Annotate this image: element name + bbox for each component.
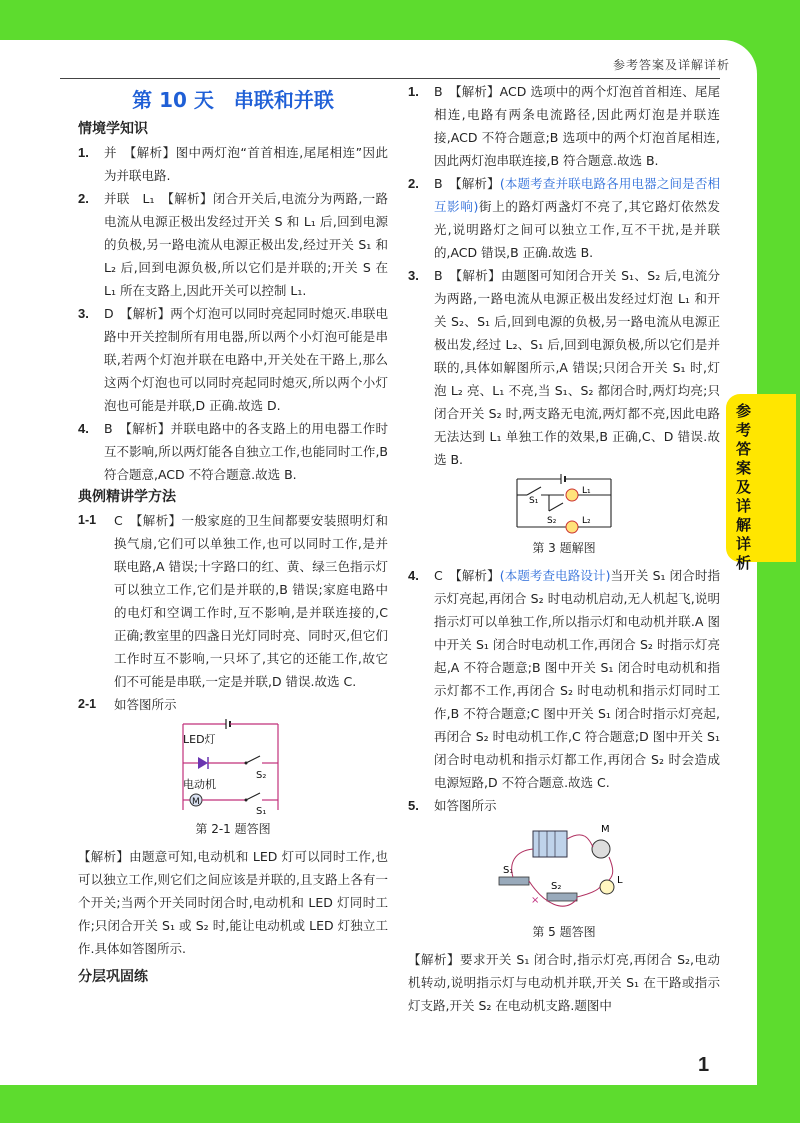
right-column (408, 80, 720, 1017)
topic-note: (本题考查并联电路各用电器之间是否相互影响) (434, 176, 720, 214)
led-icon (198, 757, 208, 769)
lamp-icon (566, 489, 578, 501)
switch-icon (527, 487, 541, 495)
question-number: 2. (78, 191, 89, 206)
question-number: 2. (408, 176, 419, 191)
switch-label: S₂ (547, 516, 557, 526)
motor-icon (592, 840, 610, 858)
cross-mark: × (531, 895, 540, 906)
motor-label: M (601, 824, 610, 835)
switch-label: S₁ (256, 806, 267, 816)
answer-text: 街上的路灯两盏灯不亮了,其它路灯依然发光,说明路灯之间可以独立工作,互不干扰,是并联的,ACD 错误,B 正确.故选 B. (434, 199, 720, 260)
left-column (78, 84, 388, 989)
section-heading: 分层巩固练 (78, 969, 148, 985)
answer-text: C 【解析】一般家庭的卫生间都要安装照明灯和换气扇,它们可以单独工作,也可以同时工作,是并联电路,A 错误;十字路口的红、黄、绿三色指示灯可以独立工作,它们是并联的,B 错误;家庭电路中的电灯和空调工作时,互不影响,是并联连接的,C 正确;教室里的四盏日光灯同时亮、同时灭,但它们工作时互不影响,一只坏了,其它的还能工作,故它们不可能是串联,一定是并联,D 错误.故选 C. (114, 513, 388, 689)
section-heading: 典例精讲学方法 (78, 489, 176, 505)
answer-text: 并联 L₁ 【解析】闭合开关后,电流分为两路,一路电流从电源正极出发经过开关 S 和 L₁ 后,回到电源的负极,另一路电流从电源正极出发,经过开关 S₁ 和 L₂ 后,回到电源负极,所以它们是并联的;开关 S 在 L₁ 所在支路上,因此开关可以控制 L₁. (104, 191, 388, 298)
answer-4 (408, 564, 720, 794)
question-number: 3. (408, 268, 419, 283)
question-number: 1. (408, 84, 419, 99)
analysis-text: 【解析】由题意可知,电动机和 LED 灯可以同时工作,也可以独立工作,则它们之间应该是并联的,且支路上各有一个开关;当两个开关同时闭合时,电动机和 LED 灯同时工作;只闭合开关 S₁ 或 S₂ 时,能让电动机或 LED 灯独立工作.具体如答图所示. (78, 849, 388, 956)
lamp-label: L₂ (582, 516, 591, 526)
switch-label: S₂ (551, 881, 562, 892)
answer-text: B 【解析】并联电路中的各支路上的用电器工作时互不影响,所以两灯能各自独立工作,也能同时工作,B 符合题意,ACD 不符合题意.故选 B. (104, 421, 388, 482)
answer-prefix: B 【解析】 (434, 176, 500, 191)
figure-5 (408, 819, 720, 919)
answer-2 (408, 172, 720, 264)
question-4 (78, 417, 388, 486)
question-number: 4. (78, 421, 89, 436)
header-rule (60, 78, 720, 79)
topic-note: (本题考查电路设计) (499, 568, 611, 583)
answer-5 (408, 794, 720, 817)
question-number: 2-1 (78, 697, 97, 711)
figure-caption: 第 3 题解图 (532, 541, 596, 555)
figure-caption: 第 2-1 题答图 (195, 822, 271, 836)
side-tab-label: 参考答案及详解详析 (736, 402, 752, 572)
lamp-label: L (617, 875, 623, 886)
answer-text: 如答图所示 (114, 697, 177, 712)
running-header: 参考答案及详解详析 (612, 58, 730, 72)
answer-3 (408, 264, 720, 471)
switch-icon (499, 877, 529, 885)
battery-icon (533, 831, 567, 857)
switch-icon (549, 503, 563, 511)
switch-label: S₂ (256, 770, 267, 781)
lamp-label: L₁ (582, 486, 591, 496)
question-number: 4. (408, 568, 419, 583)
answer-prefix: C 【解析】 (434, 568, 500, 583)
switch-label: S₁ (503, 865, 514, 876)
question-1-1 (78, 509, 388, 693)
figure-2-1 (78, 718, 388, 816)
switch-icon (547, 893, 577, 901)
question-number: 3. (78, 306, 89, 321)
question-number: 1. (78, 145, 89, 160)
lamp-icon (566, 521, 578, 533)
page-title: 第 10 天 串联和并联 (132, 88, 334, 112)
switch-label: S₁ (529, 496, 539, 506)
figure-3 (408, 473, 720, 535)
page-number: 1 (698, 1054, 710, 1076)
led-label: LED灯 (183, 733, 216, 746)
answer-text: 当开关 S₁ 闭合时指示灯亮起,再闭合 S₂ 时电动机启动,无人机起飞,说明指示灯可以单独工作,所以指示灯和电动机并联.A 图中开关 S₁ 闭合时电动机工作,再闭合 S₂ 时指示灯亮起,A 不符合题意;B 图中开关 S₁ 闭合时电动机和指示灯都不工作,再闭合 S₂ 时电动机和指示灯同时工作,B 不符合题意;C 图中开关 S₁ 闭合时指示灯亮起,再闭合 S₂ 时电动机工作,C 符合题意;D 图中开关 S₁ 闭合时电动机和指示灯都工作,再闭合 S₂ 时会造成电源短路,D 不符合题意.故选 C. (434, 568, 720, 790)
answer-text: B 【解析】ACD 选项中的两个灯泡首首相连、尾尾相连,电路有两条电流路径,因此两灯泡是并联连接,ACD 不符合题意;B 选项中的两个灯泡首尾相连,因此两灯泡串联连接,B 符合题意.故选 B. (434, 84, 720, 168)
switch-icon (246, 793, 260, 800)
question-3 (78, 302, 388, 417)
answer-text: 并 【解析】图中两灯泡“首首相连,尾尾相连”因此为并联电路. (104, 145, 388, 183)
answer-1 (408, 80, 720, 172)
question-number: 1-1 (78, 513, 97, 527)
wiring-diagram-5 (489, 819, 639, 919)
circuit-diagram-2-1 (178, 718, 288, 816)
section-heading: 情境学知识 (78, 121, 148, 137)
lamp-icon (600, 880, 614, 894)
top-border (0, 0, 800, 40)
motor-label: 电动机 (183, 778, 216, 791)
question-number: 5. (408, 798, 419, 813)
switch-icon (246, 756, 260, 763)
answer-text: 如答图所示 (434, 798, 497, 813)
answer-text: D 【解析】两个灯泡可以同时亮起同时熄灭.串联电路中开关控制所有用电器,所以两个小灯泡可能是串联,若两个灯泡并联在电路中,开关处在干路上,那么这两个灯泡也可以同时亮起同时熄灭,所以两个小灯泡也可能是并联,D 正确.故选 D. (104, 306, 388, 413)
bottom-border (0, 1085, 800, 1123)
figure-caption: 第 5 题答图 (532, 925, 596, 939)
question-2-1 (78, 693, 388, 716)
question-1 (78, 141, 388, 187)
motor-symbol: M (192, 797, 200, 807)
circuit-diagram-3 (509, 473, 619, 535)
question-2 (78, 187, 388, 302)
analysis-text: 【解析】要求开关 S₁ 闭合时,指示灯亮,再闭合 S₂,电动机转动,说明指示灯与电动机并联,开关 S₁ 在干路或指示灯支路,开关 S₂ 在电动机支路.题图中 (408, 952, 720, 1013)
answer-text: B 【解析】由题图可知闭合开关 S₁、S₂ 后,电流分为两路,一路电流从电源正极出发经过灯泡 L₁ 和开关 S₂、S₁ 后,回到电源的负极,另一路电流从电源正极出发,经过 L₂、S₁ 后,回到电源负极,所以它们是并联的,具体如解图所示,A 错误;只闭合开关 S₁ 时,灯泡 L₂ 亮、L₁ 不亮,当 S₁、S₂ 都闭合时,两灯均亮;只闭合开关 S₂ 时,两支路无电流,两灯都不亮,因此电路无法达到 L₁ 单独工作的效果,B 正确,C、D 错误.故选 B. (434, 268, 720, 467)
